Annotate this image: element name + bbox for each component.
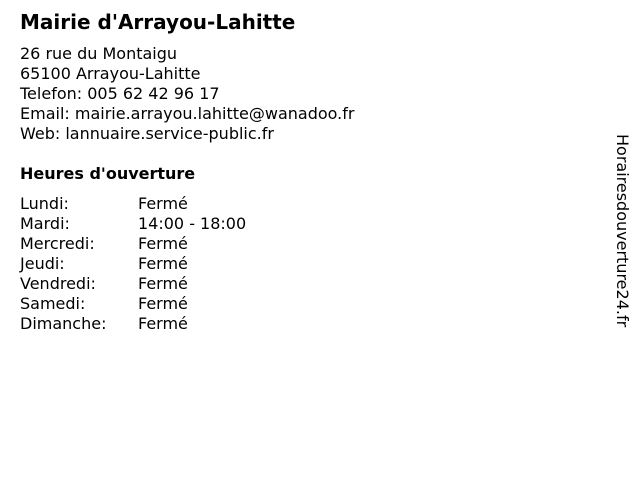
day-hours: Fermé	[138, 254, 188, 273]
hours-row-samedi	[20, 294, 600, 314]
hours-row-jeudi	[20, 254, 600, 274]
place-card	[20, 8, 600, 334]
hours-row-dimanche	[20, 314, 600, 334]
day-label: Mercredi:	[20, 234, 95, 253]
day-label: Dimanche:	[20, 314, 107, 333]
day-hours: Fermé	[138, 314, 188, 333]
day-label: Mardi:	[20, 214, 70, 233]
day-label: Samedi:	[20, 294, 86, 313]
web-line: Web: lannuaire.service-public.fr	[20, 124, 274, 143]
day-hours: 14:00 - 18:00	[138, 214, 247, 233]
address-block	[20, 44, 600, 144]
hours-row-lundi	[20, 194, 600, 214]
phone-line: Telefon: 005 62 42 96 17	[20, 84, 220, 103]
day-hours: Fermé	[138, 194, 188, 213]
day-label: Vendredi:	[20, 274, 96, 293]
day-hours: Fermé	[138, 294, 188, 313]
day-label: Lundi:	[20, 194, 69, 213]
city-line: 65100 Arrayou-Lahitte	[20, 64, 201, 83]
email-line: Email: mairie.arrayou.lahitte@wanadoo.fr	[20, 104, 355, 123]
street-line: 26 rue du Montaigu	[20, 44, 178, 63]
hours-table	[20, 194, 600, 334]
hours-row-vendredi	[20, 274, 600, 294]
hours-heading: Heures d'ouverture	[20, 164, 196, 183]
place-title: Mairie d'Arrayou-Lahitte	[20, 10, 296, 34]
hours-row-mercredi	[20, 234, 600, 254]
day-hours: Fermé	[138, 274, 188, 293]
day-label: Jeudi:	[20, 254, 65, 273]
hours-row-mardi	[20, 214, 600, 234]
site-watermark: Horairesdouverture24.fr	[613, 134, 632, 328]
day-hours: Fermé	[138, 234, 188, 253]
